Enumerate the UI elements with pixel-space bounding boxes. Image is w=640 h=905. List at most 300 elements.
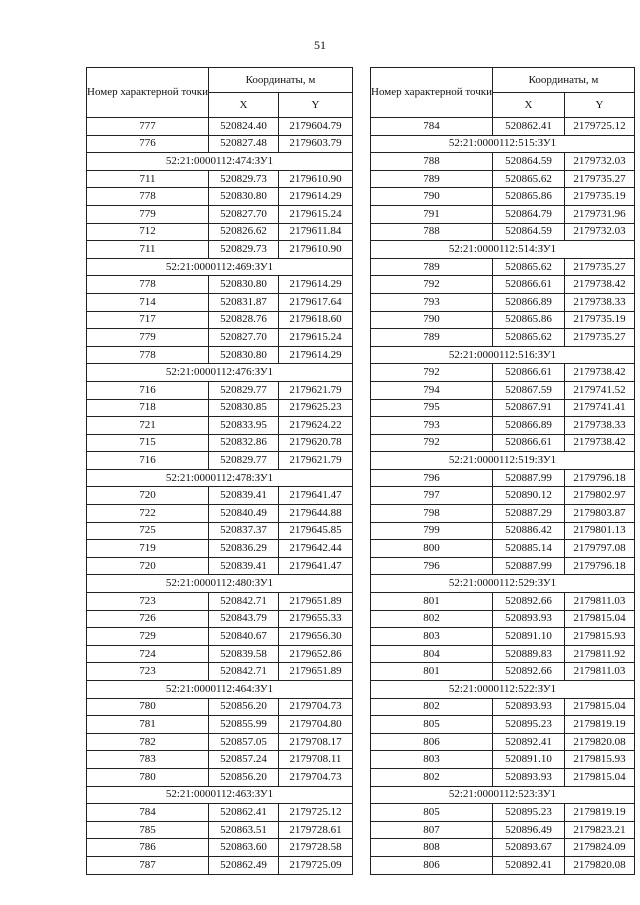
- y-header: Y: [565, 93, 635, 118]
- x-coordinate-cell: 520857.24: [209, 751, 279, 769]
- point-number-cell: 803: [371, 628, 493, 646]
- point-number-cell: 788: [371, 223, 493, 241]
- y-coordinate-cell: 2179642.44: [279, 540, 353, 558]
- point-number-cell: 797: [371, 487, 493, 505]
- x-coordinate-cell: 520827.70: [209, 329, 279, 347]
- point-number-cell: 718: [87, 399, 209, 417]
- table-row: [371, 733, 635, 751]
- table-row: [371, 399, 635, 417]
- x-coordinate-cell: 520842.71: [209, 593, 279, 611]
- x-coordinate-cell: 520891.10: [493, 751, 565, 769]
- y-coordinate-cell: 2179644.88: [279, 505, 353, 523]
- table-row: [87, 135, 353, 153]
- y-coordinate-cell: 2179815.04: [565, 698, 635, 716]
- x-coordinate-cell: 520827.48: [209, 135, 279, 153]
- point-number-cell: 792: [371, 276, 493, 294]
- cadastral-number: 52:21:0000112:522:ЗУ1: [371, 681, 635, 699]
- point-number-cell: 801: [371, 593, 493, 611]
- y-coordinate-cell: 2179735.27: [565, 258, 635, 276]
- cadastral-number: 52:21:0000112:515:ЗУ1: [371, 135, 635, 153]
- x-coordinate-cell: 520855.99: [209, 716, 279, 734]
- point-number-cell: 711: [87, 241, 209, 259]
- table-row: [87, 557, 353, 575]
- x-coordinate-cell: 520895.23: [493, 804, 565, 822]
- x-coordinate-cell: 520828.76: [209, 311, 279, 329]
- x-coordinate-cell: 520864.59: [493, 223, 565, 241]
- y-coordinate-cell: 2179610.90: [279, 241, 353, 259]
- y-coordinate-cell: 2179731.96: [565, 205, 635, 223]
- x-coordinate-cell: 520862.41: [493, 118, 565, 136]
- y-coordinate-cell: 2179725.09: [279, 856, 353, 874]
- cadastral-number: 52:21:0000112:464:ЗУ1: [87, 681, 353, 699]
- x-coordinate-cell: 520892.66: [493, 663, 565, 681]
- x-coordinate-cell: 520837.37: [209, 522, 279, 540]
- point-number-cell: 716: [87, 381, 209, 399]
- y-coordinate-cell: 2179618.60: [279, 311, 353, 329]
- x-coordinate-cell: 520891.10: [493, 628, 565, 646]
- table-row: [371, 698, 635, 716]
- point-number-cell: 779: [87, 329, 209, 347]
- y-coordinate-cell: 2179725.12: [565, 118, 635, 136]
- coordinates-header: Координаты, м: [209, 68, 353, 93]
- section-row: [87, 575, 353, 593]
- table-row: [87, 856, 353, 874]
- x-coordinate-cell: 520866.61: [493, 364, 565, 382]
- point-number-cell: 783: [87, 751, 209, 769]
- y-coordinate-cell: 2179820.08: [565, 856, 635, 874]
- x-coordinate-cell: 520886.42: [493, 522, 565, 540]
- point-number-cell: 776: [87, 135, 209, 153]
- x-coordinate-cell: 520893.93: [493, 768, 565, 786]
- table-row: [87, 751, 353, 769]
- table-row: [371, 434, 635, 452]
- table-body: [87, 118, 353, 875]
- point-number-cell: 725: [87, 522, 209, 540]
- table-row: [87, 522, 353, 540]
- cadastral-number: 52:21:0000112:469:ЗУ1: [87, 258, 353, 276]
- table-row: [371, 593, 635, 611]
- point-number-cell: 796: [371, 469, 493, 487]
- coordinates-table-right: [370, 67, 635, 875]
- table-row: [87, 698, 353, 716]
- x-coordinate-cell: 520830.80: [209, 188, 279, 206]
- point-number-cell: 779: [87, 205, 209, 223]
- cadastral-number: 52:21:0000112:474:ЗУ1: [87, 153, 353, 171]
- point-number-cell: 729: [87, 628, 209, 646]
- table-row: [371, 329, 635, 347]
- y-coordinate-cell: 2179738.42: [565, 364, 635, 382]
- page-number: 51: [314, 38, 326, 52]
- x-coordinate-cell: 520867.91: [493, 399, 565, 417]
- x-coordinate-cell: 520833.95: [209, 417, 279, 435]
- y-coordinate-cell: 2179797.08: [565, 540, 635, 558]
- y-coordinate-cell: 2179645.85: [279, 522, 353, 540]
- point-number-cell: 791: [371, 205, 493, 223]
- table-row: [371, 223, 635, 241]
- y-coordinate-cell: 2179611.84: [279, 223, 353, 241]
- point-number-cell: 792: [371, 434, 493, 452]
- table-row: [87, 540, 353, 558]
- x-coordinate-cell: 520830.85: [209, 399, 279, 417]
- y-coordinate-cell: 2179823.21: [565, 821, 635, 839]
- section-row: [371, 452, 635, 470]
- point-number-cell: 722: [87, 505, 209, 523]
- point-number-cell: 723: [87, 593, 209, 611]
- section-row: [371, 575, 635, 593]
- y-coordinate-cell: 2179738.42: [565, 434, 635, 452]
- x-coordinate-cell: 520865.62: [493, 329, 565, 347]
- point-number-cell: 720: [87, 487, 209, 505]
- y-coordinate-cell: 2179796.18: [565, 557, 635, 575]
- table-row: [87, 839, 353, 857]
- table-row: [371, 188, 635, 206]
- x-coordinate-cell: 520892.41: [493, 733, 565, 751]
- x-coordinate-cell: 520865.86: [493, 311, 565, 329]
- table-row: [371, 311, 635, 329]
- table-body: [371, 118, 635, 875]
- x-coordinate-cell: 520893.93: [493, 610, 565, 628]
- table-row: [371, 804, 635, 822]
- x-header: X: [209, 93, 279, 118]
- point-number-cell: 789: [371, 329, 493, 347]
- y-coordinate-cell: 2179819.19: [565, 804, 635, 822]
- point-number-cell: 785: [87, 821, 209, 839]
- cadastral-number: 52:21:0000112:463:ЗУ1: [87, 786, 353, 804]
- table-row: [87, 452, 353, 470]
- point-number-cell: 795: [371, 399, 493, 417]
- point-number-cell: 778: [87, 346, 209, 364]
- point-number-cell: 726: [87, 610, 209, 628]
- x-coordinate-cell: 520839.58: [209, 645, 279, 663]
- y-coordinate-cell: 2179704.73: [279, 768, 353, 786]
- y-coordinate-cell: 2179819.19: [565, 716, 635, 734]
- coordinates-table-left: [86, 67, 353, 875]
- table-row: [87, 329, 353, 347]
- point-number-cell: 716: [87, 452, 209, 470]
- table-row: [87, 241, 353, 259]
- y-coordinate-cell: 2179728.58: [279, 839, 353, 857]
- y-coordinate-cell: 2179651.89: [279, 663, 353, 681]
- table-row: [371, 417, 635, 435]
- table-row: [87, 645, 353, 663]
- y-coordinate-cell: 2179655.33: [279, 610, 353, 628]
- x-coordinate-cell: 520896.49: [493, 821, 565, 839]
- point-number-cell: 802: [371, 768, 493, 786]
- point-number-cell: 806: [371, 856, 493, 874]
- table-row: [87, 118, 353, 136]
- point-number-cell: 784: [371, 118, 493, 136]
- table-row: [87, 311, 353, 329]
- point-number-cell: 724: [87, 645, 209, 663]
- y-coordinate-cell: 2179614.29: [279, 188, 353, 206]
- x-coordinate-cell: 520885.14: [493, 540, 565, 558]
- y-coordinate-cell: 2179738.42: [565, 276, 635, 294]
- x-coordinate-cell: 520857.05: [209, 733, 279, 751]
- x-coordinate-cell: 520864.79: [493, 205, 565, 223]
- section-row: [371, 241, 635, 259]
- x-coordinate-cell: 520863.60: [209, 839, 279, 857]
- y-coordinate-cell: 2179824.09: [565, 839, 635, 857]
- table-row: [371, 751, 635, 769]
- table-row: [371, 205, 635, 223]
- x-coordinate-cell: 520856.20: [209, 698, 279, 716]
- y-coordinate-cell: 2179641.47: [279, 557, 353, 575]
- point-number-cell: 723: [87, 663, 209, 681]
- table-row: [371, 381, 635, 399]
- x-coordinate-cell: 520867.59: [493, 381, 565, 399]
- x-coordinate-cell: 520839.41: [209, 557, 279, 575]
- y-coordinate-cell: 2179708.17: [279, 733, 353, 751]
- point-number-cell: 802: [371, 610, 493, 628]
- y-coordinate-cell: 2179725.12: [279, 804, 353, 822]
- point-number-cell: 790: [371, 311, 493, 329]
- table-row: [371, 364, 635, 382]
- table-row: [87, 276, 353, 294]
- point-number-cell: 789: [371, 170, 493, 188]
- table-row: [87, 293, 353, 311]
- x-coordinate-cell: 520887.99: [493, 557, 565, 575]
- table-row: [87, 399, 353, 417]
- point-number-cell: 799: [371, 522, 493, 540]
- point-number-cell: 784: [87, 804, 209, 822]
- point-number-cell: 807: [371, 821, 493, 839]
- point-number-cell: 805: [371, 716, 493, 734]
- x-coordinate-cell: 520824.40: [209, 118, 279, 136]
- y-coordinate-cell: 2179820.08: [565, 733, 635, 751]
- section-row: [87, 258, 353, 276]
- point-number-cell: 778: [87, 188, 209, 206]
- table-row: [371, 768, 635, 786]
- point-number-cell: 780: [87, 698, 209, 716]
- point-number-cell: 808: [371, 839, 493, 857]
- y-coordinate-cell: 2179811.03: [565, 663, 635, 681]
- y-coordinate-cell: 2179815.04: [565, 768, 635, 786]
- x-coordinate-cell: 520864.59: [493, 153, 565, 171]
- table-row: [371, 856, 635, 874]
- table-row: [87, 821, 353, 839]
- x-coordinate-cell: 520889.83: [493, 645, 565, 663]
- section-row: [87, 786, 353, 804]
- y-coordinate-cell: 2179641.47: [279, 487, 353, 505]
- y-coordinate-cell: 2179610.90: [279, 170, 353, 188]
- y-coordinate-cell: 2179604.79: [279, 118, 353, 136]
- point-number-cell: 782: [87, 733, 209, 751]
- y-coordinate-cell: 2179801.13: [565, 522, 635, 540]
- table-row: [87, 170, 353, 188]
- table-row: [371, 276, 635, 294]
- y-coordinate-cell: 2179802.97: [565, 487, 635, 505]
- table-row: [87, 417, 353, 435]
- point-number-cell: 792: [371, 364, 493, 382]
- point-number-cell: 796: [371, 557, 493, 575]
- table-row: [87, 381, 353, 399]
- y-coordinate-cell: 2179708.11: [279, 751, 353, 769]
- table-row: [87, 188, 353, 206]
- table-row: [371, 716, 635, 734]
- point-number-cell: 800: [371, 540, 493, 558]
- x-coordinate-cell: 520830.80: [209, 346, 279, 364]
- point-number-cell: 793: [371, 293, 493, 311]
- y-coordinate-cell: 2179625.23: [279, 399, 353, 417]
- point-number-header: Номер характерной точки: [371, 68, 493, 118]
- y-coordinate-cell: 2179615.24: [279, 329, 353, 347]
- point-number-cell: 798: [371, 505, 493, 523]
- y-coordinate-cell: 2179732.03: [565, 223, 635, 241]
- table-row: [371, 522, 635, 540]
- x-coordinate-cell: 520893.93: [493, 698, 565, 716]
- y-coordinate-cell: 2179735.27: [565, 329, 635, 347]
- x-coordinate-cell: 520866.61: [493, 276, 565, 294]
- x-coordinate-cell: 520827.70: [209, 205, 279, 223]
- y-coordinate-cell: 2179735.27: [565, 170, 635, 188]
- cadastral-number: 52:21:0000112:519:ЗУ1: [371, 452, 635, 470]
- table-row: [371, 118, 635, 136]
- y-coordinate-cell: 2179741.41: [565, 399, 635, 417]
- x-coordinate-cell: 520890.12: [493, 487, 565, 505]
- table-row: [87, 663, 353, 681]
- x-coordinate-cell: 520865.62: [493, 258, 565, 276]
- table-row: [87, 434, 353, 452]
- point-number-cell: 802: [371, 698, 493, 716]
- point-number-cell: 805: [371, 804, 493, 822]
- table-row: [371, 821, 635, 839]
- y-coordinate-cell: 2179738.33: [565, 417, 635, 435]
- point-number-cell: 801: [371, 663, 493, 681]
- x-coordinate-cell: 520863.51: [209, 821, 279, 839]
- point-number-cell: 778: [87, 276, 209, 294]
- table-row: [87, 804, 353, 822]
- point-number-cell: 787: [87, 856, 209, 874]
- x-coordinate-cell: 520866.61: [493, 434, 565, 452]
- section-row: [371, 786, 635, 804]
- point-number-cell: 803: [371, 751, 493, 769]
- table-row: [371, 170, 635, 188]
- x-coordinate-cell: 520893.67: [493, 839, 565, 857]
- cadastral-number: 52:21:0000112:529:ЗУ1: [371, 575, 635, 593]
- section-row: [87, 364, 353, 382]
- section-row: [87, 469, 353, 487]
- y-coordinate-cell: 2179735.19: [565, 188, 635, 206]
- table-row: [371, 628, 635, 646]
- cadastral-number: 52:21:0000112:516:ЗУ1: [371, 346, 635, 364]
- table-row: [87, 610, 353, 628]
- table-header: [371, 68, 635, 118]
- cadastral-number: 52:21:0000112:523:ЗУ1: [371, 786, 635, 804]
- point-number-cell: 719: [87, 540, 209, 558]
- table-row: [87, 733, 353, 751]
- y-coordinate-cell: 2179738.33: [565, 293, 635, 311]
- point-number-cell: 790: [371, 188, 493, 206]
- section-row: [371, 135, 635, 153]
- section-row: [371, 681, 635, 699]
- x-coordinate-cell: 520895.23: [493, 716, 565, 734]
- y-coordinate-cell: 2179811.03: [565, 593, 635, 611]
- x-coordinate-cell: 520866.89: [493, 417, 565, 435]
- x-coordinate-cell: 520829.77: [209, 381, 279, 399]
- y-coordinate-cell: 2179728.61: [279, 821, 353, 839]
- x-coordinate-cell: 520856.20: [209, 768, 279, 786]
- point-number-cell: 794: [371, 381, 493, 399]
- y-coordinate-cell: 2179815.04: [565, 610, 635, 628]
- y-coordinate-cell: 2179796.18: [565, 469, 635, 487]
- cadastral-number: 52:21:0000112:476:ЗУ1: [87, 364, 353, 382]
- y-coordinate-cell: 2179811.92: [565, 645, 635, 663]
- y-coordinate-cell: 2179624.22: [279, 417, 353, 435]
- table-row: [371, 469, 635, 487]
- y-coordinate-cell: 2179732.03: [565, 153, 635, 171]
- table-row: [87, 628, 353, 646]
- table-row: [371, 153, 635, 171]
- point-number-cell: 793: [371, 417, 493, 435]
- y-coordinate-cell: 2179617.64: [279, 293, 353, 311]
- table-row: [371, 540, 635, 558]
- y-coordinate-cell: 2179735.19: [565, 311, 635, 329]
- x-coordinate-cell: 520832.86: [209, 434, 279, 452]
- y-coordinate-cell: 2179614.29: [279, 276, 353, 294]
- x-coordinate-cell: 520829.73: [209, 241, 279, 259]
- y-coordinate-cell: 2179704.80: [279, 716, 353, 734]
- point-number-cell: 714: [87, 293, 209, 311]
- x-header: X: [493, 93, 565, 118]
- point-number-cell: 720: [87, 557, 209, 575]
- x-coordinate-cell: 520892.66: [493, 593, 565, 611]
- section-row: [371, 346, 635, 364]
- y-coordinate-cell: 2179621.79: [279, 381, 353, 399]
- table-row: [87, 487, 353, 505]
- table-row: [87, 768, 353, 786]
- point-number-cell: 786: [87, 839, 209, 857]
- point-number-cell: 717: [87, 311, 209, 329]
- table-row: [87, 593, 353, 611]
- x-coordinate-cell: 520865.62: [493, 170, 565, 188]
- cadastral-number: 52:21:0000112:480:ЗУ1: [87, 575, 353, 593]
- table-row: [371, 839, 635, 857]
- point-number-header: Номер характерной точки: [87, 68, 209, 118]
- point-number-cell: 712: [87, 223, 209, 241]
- section-row: [87, 153, 353, 171]
- x-coordinate-cell: 520831.87: [209, 293, 279, 311]
- y-coordinate-cell: 2179815.93: [565, 628, 635, 646]
- table-row: [87, 205, 353, 223]
- y-coordinate-cell: 2179656.30: [279, 628, 353, 646]
- table-header: [87, 68, 353, 118]
- x-coordinate-cell: 520829.73: [209, 170, 279, 188]
- y-coordinate-cell: 2179652.86: [279, 645, 353, 663]
- table-row: [371, 505, 635, 523]
- table-row: [371, 645, 635, 663]
- coordinates-header: Координаты, м: [493, 68, 635, 93]
- x-coordinate-cell: 520862.41: [209, 804, 279, 822]
- point-number-cell: 789: [371, 258, 493, 276]
- point-number-cell: 711: [87, 170, 209, 188]
- point-number-cell: 721: [87, 417, 209, 435]
- point-number-cell: 788: [371, 153, 493, 171]
- y-header: Y: [279, 93, 353, 118]
- cadastral-number: 52:21:0000112:478:ЗУ1: [87, 469, 353, 487]
- cadastral-number: 52:21:0000112:514:ЗУ1: [371, 241, 635, 259]
- y-coordinate-cell: 2179603.79: [279, 135, 353, 153]
- point-number-cell: 715: [87, 434, 209, 452]
- y-coordinate-cell: 2179815.93: [565, 751, 635, 769]
- x-coordinate-cell: 520830.80: [209, 276, 279, 294]
- point-number-cell: 780: [87, 768, 209, 786]
- y-coordinate-cell: 2179651.89: [279, 593, 353, 611]
- x-coordinate-cell: 520836.29: [209, 540, 279, 558]
- x-coordinate-cell: 520840.67: [209, 628, 279, 646]
- x-coordinate-cell: 520887.29: [493, 505, 565, 523]
- table-row: [371, 557, 635, 575]
- table-row: [87, 505, 353, 523]
